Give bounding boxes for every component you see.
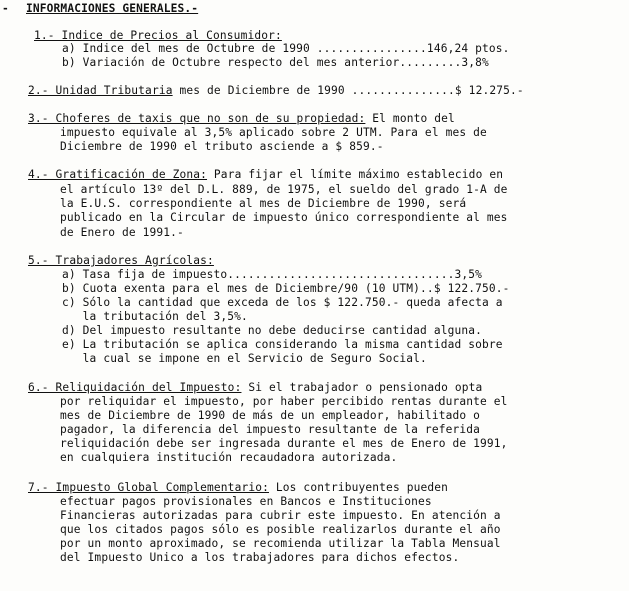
section-6-line: pagador, la diferencia del impuesto resultante de la referida	[60, 423, 481, 436]
section-1-item-a: a) Indice del mes de Octubre de 1990 ................146,24 ptos.	[62, 42, 510, 55]
section-3-line: impuesto equivale al 3,5% aplicado sobre 2 UTM. Para el mes de	[60, 126, 487, 139]
section-7-line: que los citados pagos sólo es posible realizarlos durante el año	[60, 523, 501, 536]
section-2-text: mes de Diciembre de 1990 ...............$ 12.275.-	[172, 84, 524, 97]
section-7	[28, 481, 448, 495]
section-3-line: El monto del	[365, 112, 455, 125]
section-1-item-b: b) Variación de Octubre respecto del mes anterior.........3,8%	[62, 56, 489, 69]
section-4	[28, 168, 503, 182]
section-3	[28, 112, 455, 126]
section-4-line: el artículo 13º del D.L. 889, de 1975, el sueldo del grado 1-A de	[60, 183, 508, 196]
section-6	[28, 381, 482, 395]
section-4-line: la E.U.S. correspondiente al mes de Diciembre de 1990, será	[60, 197, 467, 210]
section-4-title: 4.- Gratificación de Zona:	[28, 168, 208, 181]
section-3-title: 3.- Choferes de taxis que no son de su propiedad:	[28, 112, 366, 125]
section-6-title: 6.- Reliquidación del Impuesto:	[28, 381, 242, 394]
section-4-line: publicado en la Circular de impuesto único correspondiente al mes	[60, 211, 508, 224]
section-7-line: por un monto aproximado, se recomienda utilizar la Tabla Mensual	[60, 537, 501, 550]
section-3-line: Diciembre de 1990 el tributo asciende a $ 859.-	[60, 140, 384, 153]
section-5-item: b) Cuota exenta para el mes de Diciembre/90 (10 UTM)..$ 122.750.-	[62, 282, 510, 295]
section-7-line: Los contribuyentes pueden	[269, 481, 449, 494]
section-1	[34, 29, 282, 43]
section-4-line: Para fijar el límite máximo establecido en	[207, 168, 504, 181]
section-5-item: e) La tributación se aplica considerando la misma cantidad sobre	[62, 338, 503, 351]
section-5-title: 5.- Trabajadores Agrícolas:	[28, 254, 214, 267]
section-4-line: de Enero de 1991.-	[60, 226, 184, 239]
section-5-item: d) Del impuesto resultante no debe deducirse cantidad alguna.	[62, 324, 483, 337]
section-6-line: en cualquiera institución recaudadora autorizada.	[60, 451, 398, 464]
page-heading: INFORMACIONES GENERALES.-	[26, 2, 199, 15]
dash-mark: -	[2, 2, 9, 15]
section-6-line: por reliquidar el impuesto, por haber percibido rentas durante el	[60, 395, 508, 408]
section-7-line: efectuar pagos provisionales en Bancos e Instituciones	[60, 495, 432, 508]
section-5-item: la tributación del 3,5%.	[62, 310, 248, 323]
section-2-title: 2.- Unidad Tributaria	[28, 84, 173, 97]
section-7-line: Financieras autorizadas para cubrir este impuesto. En atención a	[60, 509, 501, 522]
section-5-item: la cual se impone en el Servicio de Seguro Social.	[62, 352, 427, 365]
section-5-item: c) Sólo la cantidad que exceda de los $ 122.750.- queda afecta a	[62, 296, 503, 309]
section-7-title: 7.- Impuesto Global Complementario:	[28, 481, 269, 494]
section-6-line: mes de Diciembre de 1990 de más de un empleador, habilitado o	[60, 409, 481, 422]
section-6-line: Si el trabajador o pensionado opta	[241, 381, 483, 394]
section-6-line: reliquidación debe ser ingresada durante el mes de Enero de 1991,	[60, 437, 508, 450]
section-5-item: a) Tasa fija de impuesto.................................3,5%	[62, 268, 483, 281]
section-2	[28, 84, 524, 98]
section-5	[28, 254, 214, 268]
section-1-title: 1.- Indice de Precios al Consumidor:	[34, 29, 282, 42]
section-7-line: del Impuesto Unico a los trabajadores para dichos efectos.	[60, 551, 460, 564]
